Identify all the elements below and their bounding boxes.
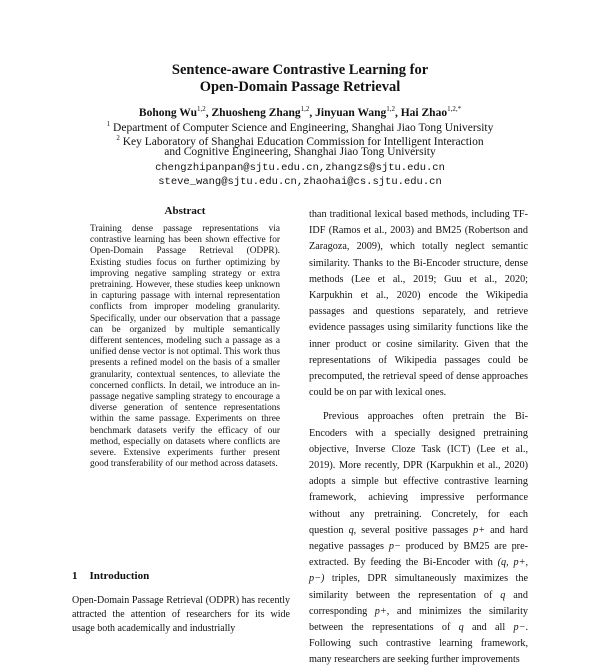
math-triple: (q, p+, p−) xyxy=(309,557,528,585)
text-segment: Previous approaches often pretrain the Bi-Encoders with a specially designed pretraining objective, Inverse Cloze Task (ICT) (Lee et al., 2019). More recently, DPR (Karpukhin et al., 2020) adopts a simple but effective contrastive learning framework, achieving impressive performance without any pretraining. Concretely, for each question xyxy=(309,411,528,536)
author-affiliation-mark: 1,2 xyxy=(300,105,310,113)
affiliation-mark: 1 xyxy=(106,120,111,128)
math-p-positive: p+ xyxy=(374,605,387,617)
right-column xyxy=(309,207,528,669)
affiliation-mark: 2 xyxy=(116,134,120,142)
author-list: Bohong Wu$^{1,2}$, Zhuosheng Zhang$^{1,2}$, Jinyuan Wang$^{1,2}$, Hai Zhao$^{1,2,*}$ xyxy=(138,105,462,119)
author-name: Jinyuan Wang xyxy=(315,106,387,119)
text-segment: produced by BM25 are pre-extracted. By feeding the Bi-Encoder with xyxy=(309,541,528,569)
author-emails-line-1: chengzhipanpan@sjtu.edu.cn,zhangzs@sjtu.edu.cn xyxy=(155,162,445,174)
math-q: q xyxy=(500,589,506,601)
text-segment: . Following such contrastive learning framework, many researchers are seeking further improvements xyxy=(309,622,528,666)
paper-title-line-2: Open-Domain Passage Retrieval xyxy=(199,79,401,95)
author-affiliation-mark: 1,2,* xyxy=(447,105,462,113)
right-column-paragraph-1: than traditional lexical based methods, including TF-IDF (Ramos et al., 2003) and BM25 (Robertson and Zaragoza, 2009), which totally neglect semantic similarity. Thanks to the Bi-Encoder structure, dense methods (Lee et al., 2019; Guu et al., 2020; Karpukhin et al., 2020) encode the Wikipedia passages and questions separately, and retrieve evidence passages using similarity functions like the inner product or cosine similarity. Given that the representations of Wikipedia passages could be precomputed, the retrieval speed of dense approaches could be on par with lexical ones. xyxy=(309,209,528,399)
author-name: Zhuosheng Zhang xyxy=(211,106,301,119)
math-q: q xyxy=(458,622,464,634)
author-name: Hai Zhao xyxy=(400,106,448,119)
affiliation-2-text-line-1: Key Laboratory of Shanghai Education Commission for Intelligent Interaction xyxy=(122,135,484,148)
author-name: Bohong Wu xyxy=(138,106,197,119)
math-p-negative: p− xyxy=(513,622,526,634)
introduction-heading xyxy=(72,570,149,582)
text-segment: , and minimizes the similarity between the representations of xyxy=(309,605,528,634)
author-affiliation-mark: 1,2 xyxy=(197,105,206,113)
author-emails-line-2: steve_wang@sjtu.edu.cn,zhaohai@cs.sjtu.edu.cn xyxy=(158,176,442,188)
abstract-heading: Abstract xyxy=(164,205,206,217)
section-number: 1 xyxy=(72,570,78,582)
text-segment: and hard negative passages xyxy=(309,524,528,553)
right-column-paragraph-2 xyxy=(309,409,528,668)
text-segment: and corresponding xyxy=(309,589,528,617)
introduction-text: Open-Domain Passage Retrieval (ODPR) has recently attracted the attention of researchers for its wide usage both academically and industrially xyxy=(72,595,290,634)
author-affiliation-mark: 1,2 xyxy=(386,105,395,113)
math-q: q xyxy=(348,524,354,536)
text-segment: , several positive passages xyxy=(353,524,474,536)
affiliation-1-text: Department of Computer Science and Engineering, Shanghai Jiao Tong University xyxy=(113,121,494,134)
section-title: Introduction xyxy=(89,570,150,582)
paper-title-line-1: Sentence-aware Contrastive Learning for xyxy=(171,62,429,78)
text-segment: and all xyxy=(463,622,514,634)
text-segment: triples, DPR simultaneously maximizes the similarity between the representation of xyxy=(309,573,528,601)
math-p-positive: p+ xyxy=(473,524,486,536)
abstract-text: Training dense passage representations via contrastive learning has been shown effective for Open-Domain Passage Retrieval (ODPR). Existing studies focus on further optimizing by improving negative sampling strategy or extra pretraining. However, these studies keep unknown in capturing passage with internal representation conflicts from improper modeling granularity. Specifically, under our observation that a passage can be organized by multiple semantically different sentences, modeling such a passage as a unified dense vector is not optimal. This work thus presents a refined model on the basis of a smaller granularity, contextual sentences, to alleviate the concerned conflicts. In detail, we introduce an in-passage negative sampling strategy to encourage a diverse generation of sentence representations within the same passage. Experiments on three benchmark datasets verify the efficacy of our method, especially on datasets where conflicts are severe. Extensive experiments further present good transferability of our method across datasets. xyxy=(90,224,280,470)
math-p-negative: p− xyxy=(388,541,401,553)
affiliation-2-text-line-2: and Cognitive Engineering, Shanghai Jiao Tong University xyxy=(164,146,436,158)
